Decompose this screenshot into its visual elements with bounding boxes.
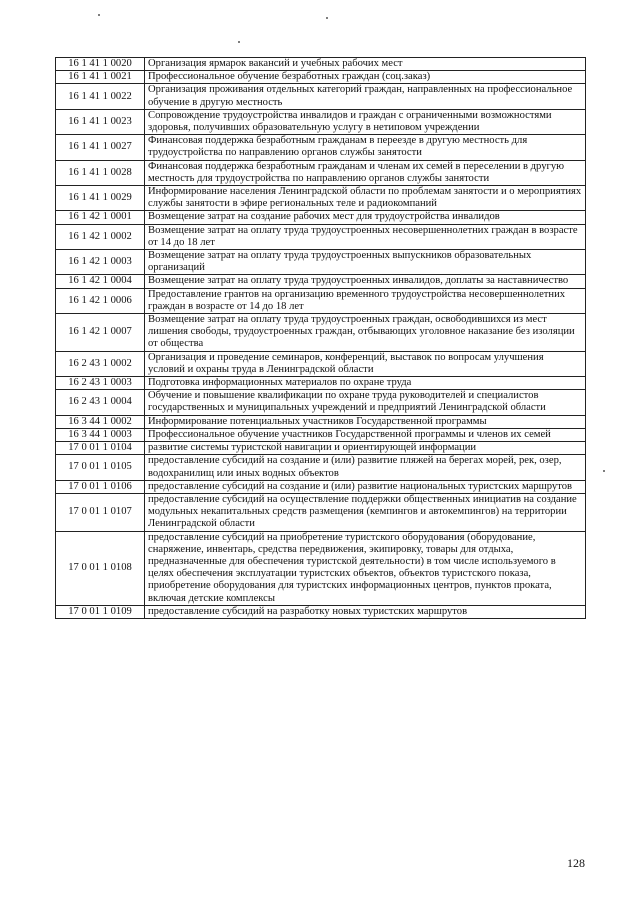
description-cell: Обучение и повышение квалификации по охране труда руководителей и специалистов государственных и муниципальных учреждений и предприятий Ленинградской области <box>145 390 586 415</box>
table-row <box>56 275 586 288</box>
budget-code-cell: 16 3 44 1 0002 <box>56 415 145 428</box>
table-row <box>56 71 586 84</box>
description-cell: Информирование потенциальных участников Государственной программы <box>145 415 586 428</box>
description-cell: Возмещение затрат на оплату труда трудоустроенных несовершеннолетних граждан в возрасте от 14 до 18 лет <box>145 224 586 249</box>
table-row <box>56 415 586 428</box>
budget-code-cell: 16 1 41 1 0020 <box>56 58 145 71</box>
budget-code-cell: 17 0 01 1 0108 <box>56 531 145 605</box>
budget-code-cell: 16 1 42 1 0003 <box>56 250 145 275</box>
description-cell: предоставление субсидий на создание и (или) развитие пляжей на берегах морей, рек, озер, водохранилищ или иных водных объектов <box>145 455 586 480</box>
table-body <box>56 58 586 619</box>
description-cell: Финансовая поддержка безработным гражданам в переезде в другую местность для трудоустройства по направлению органов службы занятости <box>145 135 586 160</box>
scan-speck <box>603 470 605 472</box>
budget-code-cell: 17 0 01 1 0105 <box>56 455 145 480</box>
description-cell: предоставление субсидий на осуществление поддержки общественных инициатив на создание модульных некапитальных средств размещения (кемпингов и автокемпингов) на территории Ленинградской области <box>145 493 586 531</box>
budget-code-cell: 16 1 42 1 0006 <box>56 288 145 313</box>
description-cell: Сопровождение трудоустройства инвалидов и граждан с ограниченными возможностями здоровья, получивших образовательную услугу в нетиповом учреждении <box>145 109 586 134</box>
description-cell: Подготовка информационных материалов по охране труда <box>145 377 586 390</box>
budget-code-cell: 17 0 01 1 0106 <box>56 480 145 493</box>
table-row <box>56 250 586 275</box>
table-row <box>56 351 586 376</box>
table-row <box>56 493 586 531</box>
table-row <box>56 480 586 493</box>
page-number: 128 <box>567 856 585 870</box>
table-row <box>56 211 586 224</box>
description-cell: Финансовая поддержка безработным гражданам и членам их семей в переселении в другую местность для трудоустройства по направлению органов службы занятости <box>145 160 586 185</box>
budget-code-cell: 16 3 44 1 0003 <box>56 428 145 441</box>
budget-code-cell: 16 1 41 1 0028 <box>56 160 145 185</box>
description-cell: Предоставление грантов на организацию временного трудоустройства несовершеннолетних граждан в возрасте от 14 до 18 лет <box>145 288 586 313</box>
description-cell: Профессиональное обучение участников Государственной программы и членов их семей <box>145 428 586 441</box>
description-cell: Организация ярмарок вакансий и учебных рабочих мест <box>145 58 586 71</box>
description-cell: Возмещение затрат на оплату труда трудоустроенных выпускников образовательных организаций <box>145 250 586 275</box>
scan-speck <box>326 17 328 19</box>
table-row <box>56 135 586 160</box>
description-cell: Организация проживания отдельных категорий граждан, направленных на профессиональное обучение в другую местность <box>145 84 586 109</box>
description-cell: развитие системы туристской навигации и ориентирующей информации <box>145 442 586 455</box>
scan-speck <box>238 41 240 43</box>
budget-code-cell: 16 1 42 1 0001 <box>56 211 145 224</box>
table-row <box>56 605 586 618</box>
budget-code-cell: 17 0 01 1 0104 <box>56 442 145 455</box>
table-row <box>56 314 586 352</box>
budget-code-cell: 16 2 43 1 0004 <box>56 390 145 415</box>
table-row <box>56 455 586 480</box>
description-cell: Возмещение затрат на оплату труда трудоустроенных граждан, освободившихся из мест лишения свободы, трудоустроенных граждан, отбывающих уголовное наказание без изоляции от общества <box>145 314 586 352</box>
table-row <box>56 377 586 390</box>
budget-code-cell: 16 1 41 1 0022 <box>56 84 145 109</box>
description-cell: предоставление субсидий на создание и (или) развитие национальных туристских маршрутов <box>145 480 586 493</box>
description-cell: Организация и проведение семинаров, конференций, выставок по вопросам улучшения условий и охраны труда в Ленинградской области <box>145 351 586 376</box>
budget-code-cell: 16 1 41 1 0021 <box>56 71 145 84</box>
table-row <box>56 442 586 455</box>
description-cell: Возмещение затрат на создание рабочих мест для трудоустройства инвалидов <box>145 211 586 224</box>
table-row <box>56 109 586 134</box>
table-row <box>56 224 586 249</box>
budget-code-cell: 16 1 42 1 0004 <box>56 275 145 288</box>
budget-code-table <box>55 57 586 619</box>
table-row <box>56 58 586 71</box>
table-row <box>56 84 586 109</box>
table-row <box>56 186 586 211</box>
table-row <box>56 428 586 441</box>
description-cell: Возмещение затрат на оплату труда трудоустроенных инвалидов, доплаты за наставничество <box>145 275 586 288</box>
scan-speck <box>98 14 100 16</box>
description-cell: Профессиональное обучение безработных граждан (соц.заказ) <box>145 71 586 84</box>
budget-code-cell: 16 1 41 1 0023 <box>56 109 145 134</box>
table-row <box>56 288 586 313</box>
table-row <box>56 160 586 185</box>
budget-code-cell: 17 0 01 1 0107 <box>56 493 145 531</box>
description-cell: предоставление субсидий на разработку новых туристских маршрутов <box>145 605 586 618</box>
table-row <box>56 531 586 605</box>
table-row <box>56 390 586 415</box>
budget-code-cell: 16 2 43 1 0003 <box>56 377 145 390</box>
budget-code-cell: 16 2 43 1 0002 <box>56 351 145 376</box>
budget-code-cell: 16 1 41 1 0029 <box>56 186 145 211</box>
description-cell: предоставление субсидий на приобретение туристского оборудования (оборудование, снаряжение, инвентарь, средства передвижения, экипировку, товары для отдыха, предназначенные для обеспечения туристской деятельности) в том числе используемого в целях обеспечения эксплуатации туристских объектов, объектов туристского показа, приобретение оборудования для туристских информационных центров, пунктов проката, включая детские комплексы <box>145 531 586 605</box>
description-cell: Информирование населения Ленинградской области по проблемам занятости и о мероприятиях службы занятости в эфире региональных теле и радиокомпаний <box>145 186 586 211</box>
budget-code-cell: 17 0 01 1 0109 <box>56 605 145 618</box>
budget-code-cell: 16 1 42 1 0007 <box>56 314 145 352</box>
budget-code-cell: 16 1 41 1 0027 <box>56 135 145 160</box>
budget-code-cell: 16 1 42 1 0002 <box>56 224 145 249</box>
